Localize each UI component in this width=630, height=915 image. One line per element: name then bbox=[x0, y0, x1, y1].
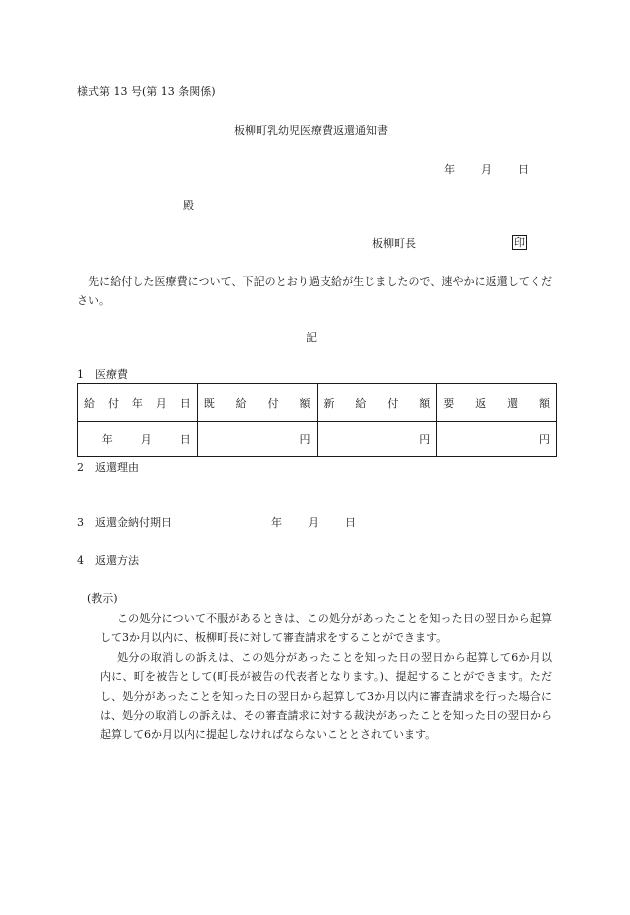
header-new-amount bbox=[324, 395, 431, 411]
form-number: 様式第 13 号(第 13 条関係) bbox=[77, 85, 216, 98]
date-line bbox=[444, 162, 529, 178]
cell-day: 日 bbox=[179, 433, 191, 446]
header-cell bbox=[78, 384, 198, 422]
header-char: 付 bbox=[107, 396, 119, 410]
yen-unit: 円 bbox=[419, 433, 431, 446]
cell-year: 年 bbox=[101, 433, 113, 446]
table-row bbox=[78, 422, 557, 457]
header-char: 年 bbox=[131, 396, 143, 410]
date-month: 月 bbox=[481, 163, 492, 176]
header-char: 要 bbox=[443, 396, 455, 410]
header-cell bbox=[317, 384, 437, 422]
header-char: 月 bbox=[155, 396, 167, 410]
seal-mark bbox=[512, 235, 527, 251]
table-header-row bbox=[78, 384, 557, 422]
intro-paragraph: 先に給付した医療費について、下記のとおり過支給が生じましたので、速やかに返還してください。 bbox=[77, 275, 552, 308]
issuer-name: 板柳町長 bbox=[372, 237, 416, 250]
deadline-month: 月 bbox=[308, 516, 319, 529]
header-char: 額 bbox=[419, 396, 431, 410]
header-char: 給 bbox=[84, 396, 95, 410]
header-char: 付 bbox=[267, 396, 279, 410]
yen-unit: 円 bbox=[299, 433, 311, 446]
header-char: 額 bbox=[538, 396, 550, 410]
header-char: 額 bbox=[299, 396, 311, 410]
notice-paragraph-2: 処分の取消しの訴えは、この処分があったことを知った日の翌日から起算して6か月以内に、町を被告として(町長が被告の代表者となります。)、提起することができます。ただし、処分があったことを知った日の翌日から起算して3か月以内に審査請求を行った場合には、処分の取消しの訴えは、その審査請求に対する裁決があったことを知った日の翌日から起算して6か月以内に提起しなければならないこととされています。 bbox=[100, 651, 552, 742]
yen-unit: 円 bbox=[539, 433, 550, 446]
section-4-label: 4 返還方法 bbox=[77, 554, 139, 567]
date-year: 年 bbox=[444, 163, 455, 176]
header-char: 還 bbox=[507, 396, 519, 410]
notice-paragraph-1: この処分について不服があるときは、この処分があったことを知った日の翌日から起算して3か月以内に、板柳町長に対して審査請求をすることができます。 bbox=[100, 612, 552, 645]
header-char: 給 bbox=[355, 396, 367, 410]
notice-heading: (教示) bbox=[87, 592, 118, 605]
document-title: 板柳町乳幼児医療費返還通知書 bbox=[234, 124, 388, 137]
header-cell bbox=[437, 384, 557, 422]
header-char: 返 bbox=[475, 396, 487, 410]
previous-amount-cell bbox=[197, 422, 317, 457]
header-char: 日 bbox=[179, 396, 191, 410]
header-char: 新 bbox=[323, 396, 335, 410]
header-char: 給 bbox=[235, 396, 247, 410]
payment-date-cell bbox=[78, 422, 198, 457]
date-day: 日 bbox=[518, 163, 529, 176]
medical-cost-table bbox=[77, 383, 557, 457]
header-previous-amount bbox=[204, 395, 311, 411]
ki-heading: 記 bbox=[306, 331, 317, 344]
section-3-label: 3 返還金納付期日 bbox=[77, 516, 172, 529]
header-cell bbox=[197, 384, 317, 422]
deadline-day: 日 bbox=[345, 516, 356, 529]
header-refund-amount bbox=[443, 395, 550, 411]
header-char: 付 bbox=[387, 396, 399, 410]
cell-month: 月 bbox=[140, 433, 152, 446]
seal-mark-text: 印 bbox=[514, 236, 525, 249]
header-char: 既 bbox=[203, 396, 215, 410]
new-amount-cell bbox=[317, 422, 437, 457]
payment-deadline-date bbox=[271, 515, 356, 531]
section-1-label: 1 医療費 bbox=[77, 368, 128, 381]
deadline-year: 年 bbox=[271, 516, 282, 529]
refund-amount-cell bbox=[437, 422, 557, 457]
section-2-label: 2 返還理由 bbox=[77, 461, 139, 474]
addressee-suffix: 殿 bbox=[183, 199, 194, 212]
header-payment-date bbox=[84, 395, 191, 411]
